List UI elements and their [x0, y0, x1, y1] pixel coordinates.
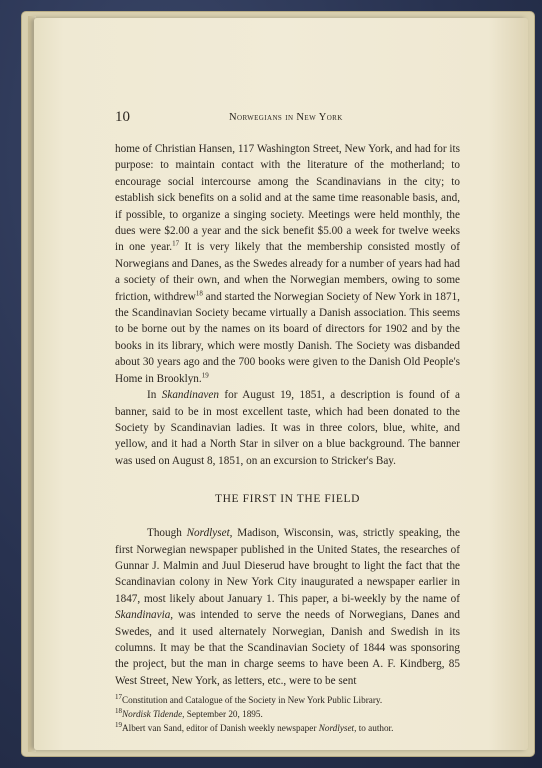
section-2: [115, 525, 460, 689]
page-number: 10: [115, 109, 130, 125]
footnote: $^{19}$Albert van Sand, editor of Danish weekly newspaper Nordlyset, to author.: [115, 721, 394, 734]
running-head: [115, 107, 460, 127]
footnotes: [115, 693, 460, 735]
footnote-ref[interactable]: 19: [201, 370, 209, 379]
footnote: $^{17}$Constitution and Catalogue of the Society in New York Public Library.: [115, 693, 383, 706]
paragraph: Though Nordlyset, Madison, Wisconsin, was, strictly speaking, the first Norwegian newspaper published in the United States, the researches of Gunnar J. Malmin and Juul Dieserud have brought to light the fact that the Scandinavian colony in New York City inaugurated a newspaper earlier in 1847, most likely about January 1. This paper, a bi-weekly by the name of Skandinavia, was intended to serve the needs of Norwegians, Danes and Swedes, and it used alternately Norwegian, Danish and Swedish in its columns. It may be that the Scandinavian Society of 1844 was sponsoring the project, but the man in charge seems to have been A. F. Kindberg, 85 West Street, New York, as letters, etc., were to be sent: [115, 527, 460, 687]
page-content: [115, 107, 460, 735]
paragraph: home of Christian Hansen, 117 Washington Street, New York, and had for its purpose: to maintain contact with the literature of the motherland; to encourage social intercourse among the Scandinavians in the city; to establish sick benefits on a solid and at the same time reasonable basis, and, if possible, to organize a singing society. Meetings were held monthly, the dues were $2.00 a year and the sick benefit $5.00 a week for twelve weeks in one year.$^{17}$ It is very likely that the membership consisted mostly of Norwegians and Danes, as the Swedes already for a number of years had had a society of their own, and when the Norwegian members, owing to some friction, withdrew$^{18}$ and started the Norwegian Society of New York in 1871, the Scandinavian Society became virtually a Danish association. This seems to be borne out by the names on its board of directors for 1902 and by the books in its library, which were mostly Danish. The Society was disbanded about 30 years ago and the 700 books were given to the Danish Old People's Home in Brooklyn.$^{19}$: [115, 143, 460, 385]
footnote-ref[interactable]: 18: [195, 288, 203, 297]
running-head-title: Norwegians in New York: [229, 112, 343, 123]
footnote: $^{18}$Nordisk Tidende, September 20, 1895.: [115, 707, 263, 720]
footnote-ref[interactable]: 17: [172, 239, 180, 248]
paragraph: In Skandinaven for August 19, 1851, a description is found of a banner, said to be in most excellent taste, which had been donated to the Society by Scandinavian ladies. It was in three colors, blue, white, and yellow, and it had a North Star in silver on a blue background. The banner was used on August 8, 1851, on an excursion to Stricker's Bay.: [115, 389, 460, 467]
section-heading: THE FIRST IN THE FIELD: [214, 493, 361, 506]
section-1: [115, 141, 460, 469]
